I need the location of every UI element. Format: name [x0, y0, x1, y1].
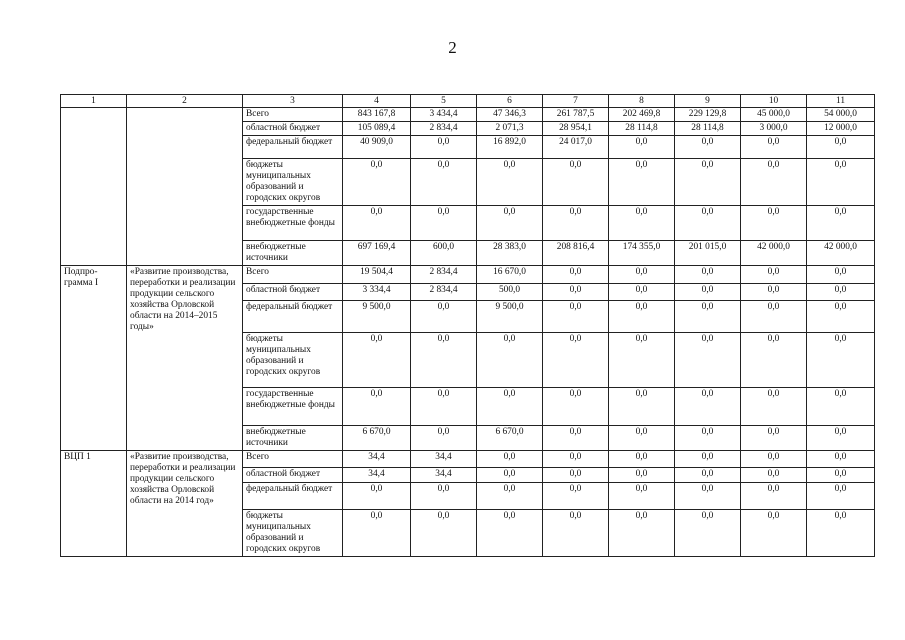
amount-cell: 3 334,4 [343, 284, 411, 301]
amount-cell: 34,4 [411, 451, 477, 468]
amount-cell: 0,0 [411, 426, 477, 451]
amount-cell: 0,0 [477, 388, 543, 426]
funding-source: бюджеты муниципальных образований и городских округов [243, 333, 343, 388]
amount-cell: 0,0 [675, 333, 741, 388]
amount-cell: 0,0 [411, 159, 477, 206]
funding-source: Всего [243, 108, 343, 122]
funding-source: бюджеты муниципальных образований и городских округов [243, 510, 343, 557]
amount-cell: 0,0 [543, 483, 609, 510]
header-row [61, 95, 875, 108]
amount-cell: 0,0 [609, 388, 675, 426]
amount-cell: 0,0 [543, 451, 609, 468]
funding-source: областной бюджет [243, 284, 343, 301]
amount-cell: 0,0 [741, 266, 807, 284]
amount-cell: 19 504,4 [343, 266, 411, 284]
amount-cell: 28 383,0 [477, 241, 543, 266]
amount-cell: 24 017,0 [543, 136, 609, 159]
amount-cell: 0,0 [609, 426, 675, 451]
amount-cell: 0,0 [343, 510, 411, 557]
page-number: 2 [448, 38, 457, 57]
amount-cell: 0,0 [609, 301, 675, 333]
amount-cell: 0,0 [343, 388, 411, 426]
amount-cell: 0,0 [675, 426, 741, 451]
amount-cell: 6 670,0 [477, 426, 543, 451]
amount-cell: 0,0 [543, 301, 609, 333]
funding-source: Всего [243, 266, 343, 284]
amount-cell: 0,0 [411, 388, 477, 426]
funding-source: федеральный бюджет [243, 136, 343, 159]
amount-cell: 0,0 [741, 206, 807, 241]
amount-cell: 0,0 [411, 510, 477, 557]
amount-cell: 0,0 [609, 266, 675, 284]
amount-cell: 0,0 [477, 159, 543, 206]
amount-cell: 0,0 [807, 510, 875, 557]
funding-source: бюджеты муниципальных образований и городских округов [243, 159, 343, 206]
column-number-9: 9 [675, 95, 741, 108]
amount-cell: 843 167,8 [343, 108, 411, 122]
amount-cell: 0,0 [477, 468, 543, 483]
column-number-11: 11 [807, 95, 875, 108]
amount-cell: 0,0 [807, 284, 875, 301]
table-row [61, 266, 875, 284]
amount-cell: 174 355,0 [609, 241, 675, 266]
funding-table [60, 94, 875, 557]
amount-cell: 2 834,4 [411, 122, 477, 136]
amount-cell: 0,0 [807, 301, 875, 333]
amount-cell: 0,0 [675, 284, 741, 301]
program-title: «Развитие производства, переработки и реализации продукции сельского хозяйства Орловской области на 2014–2015 годы» [127, 266, 243, 451]
amount-cell: 0,0 [477, 483, 543, 510]
funding-source: федеральный бюджет [243, 301, 343, 333]
amount-cell: 697 169,4 [343, 241, 411, 266]
column-number-1: 1 [61, 95, 127, 108]
amount-cell: 34,4 [343, 468, 411, 483]
amount-cell: 0,0 [543, 468, 609, 483]
funding-source: внебюджетные источники [243, 241, 343, 266]
program-code [61, 108, 127, 266]
amount-cell: 0,0 [543, 333, 609, 388]
amount-cell: 0,0 [807, 426, 875, 451]
amount-cell: 0,0 [609, 136, 675, 159]
amount-cell: 0,0 [543, 206, 609, 241]
amount-cell: 0,0 [343, 206, 411, 241]
program-title: «Развитие производства, переработки и реализации продукции сельского хозяйства Орловской области на 2014 год» [127, 451, 243, 557]
amount-cell: 34,4 [343, 451, 411, 468]
column-number-5: 5 [411, 95, 477, 108]
amount-cell: 0,0 [807, 333, 875, 388]
amount-cell: 0,0 [807, 451, 875, 468]
amount-cell: 0,0 [807, 136, 875, 159]
amount-cell: 0,0 [411, 301, 477, 333]
amount-cell: 0,0 [675, 266, 741, 284]
amount-cell: 45 000,0 [741, 108, 807, 122]
amount-cell: 0,0 [477, 510, 543, 557]
amount-cell: 0,0 [675, 468, 741, 483]
amount-cell: 12 000,0 [807, 122, 875, 136]
program-title [127, 108, 243, 266]
amount-cell: 0,0 [411, 136, 477, 159]
amount-cell: 0,0 [741, 159, 807, 206]
funding-source: государственные внебюджетные фонды [243, 206, 343, 241]
amount-cell: 0,0 [609, 284, 675, 301]
amount-cell: 0,0 [741, 451, 807, 468]
column-number-8: 8 [609, 95, 675, 108]
amount-cell: 500,0 [477, 284, 543, 301]
amount-cell: 0,0 [411, 206, 477, 241]
amount-cell: 0,0 [609, 333, 675, 388]
amount-cell: 0,0 [807, 266, 875, 284]
amount-cell: 40 909,0 [343, 136, 411, 159]
amount-cell: 0,0 [411, 333, 477, 388]
amount-cell: 0,0 [609, 159, 675, 206]
amount-cell: 0,0 [411, 483, 477, 510]
amount-cell: 2 834,4 [411, 284, 477, 301]
amount-cell: 9 500,0 [343, 301, 411, 333]
amount-cell: 0,0 [477, 451, 543, 468]
amount-cell: 0,0 [741, 333, 807, 388]
amount-cell: 0,0 [807, 468, 875, 483]
amount-cell: 16 670,0 [477, 266, 543, 284]
amount-cell: 0,0 [675, 483, 741, 510]
amount-cell: 6 670,0 [343, 426, 411, 451]
amount-cell: 0,0 [543, 510, 609, 557]
amount-cell: 3 434,4 [411, 108, 477, 122]
funding-source: внебюджетные источники [243, 426, 343, 451]
amount-cell: 600,0 [411, 241, 477, 266]
column-number-6: 6 [477, 95, 543, 108]
amount-cell: 0,0 [675, 159, 741, 206]
amount-cell: 0,0 [477, 333, 543, 388]
column-number-7: 7 [543, 95, 609, 108]
amount-cell: 0,0 [343, 159, 411, 206]
amount-cell: 47 346,3 [477, 108, 543, 122]
amount-cell: 42 000,0 [741, 241, 807, 266]
amount-cell: 28 114,8 [675, 122, 741, 136]
funding-source: областной бюджет [243, 122, 343, 136]
amount-cell: 0,0 [741, 284, 807, 301]
amount-cell: 0,0 [609, 510, 675, 557]
column-number-3: 3 [243, 95, 343, 108]
amount-cell: 0,0 [741, 301, 807, 333]
amount-cell: 0,0 [609, 483, 675, 510]
table-row [61, 108, 875, 122]
amount-cell: 54 000,0 [807, 108, 875, 122]
amount-cell: 0,0 [543, 388, 609, 426]
amount-cell: 0,0 [343, 483, 411, 510]
amount-cell: 201 015,0 [675, 241, 741, 266]
amount-cell: 0,0 [675, 510, 741, 557]
column-number-4: 4 [343, 95, 411, 108]
amount-cell: 0,0 [343, 333, 411, 388]
amount-cell: 0,0 [807, 159, 875, 206]
amount-cell: 0,0 [741, 483, 807, 510]
amount-cell: 9 500,0 [477, 301, 543, 333]
table-row [61, 451, 875, 468]
amount-cell: 28 954,1 [543, 122, 609, 136]
amount-cell: 0,0 [609, 451, 675, 468]
amount-cell: 0,0 [675, 206, 741, 241]
amount-cell: 105 089,4 [343, 122, 411, 136]
amount-cell: 3 000,0 [741, 122, 807, 136]
amount-cell: 0,0 [807, 206, 875, 241]
amount-cell: 0,0 [477, 206, 543, 241]
amount-cell: 34,4 [411, 468, 477, 483]
amount-cell: 0,0 [807, 388, 875, 426]
funding-source: федеральный бюджет [243, 483, 343, 510]
amount-cell: 0,0 [675, 388, 741, 426]
funding-source: областной бюджет [243, 468, 343, 483]
column-number-2: 2 [127, 95, 243, 108]
column-number-10: 10 [741, 95, 807, 108]
funding-source: государственные внебюджетные фонды [243, 388, 343, 426]
amount-cell: 16 892,0 [477, 136, 543, 159]
amount-cell: 42 000,0 [807, 241, 875, 266]
amount-cell: 0,0 [543, 266, 609, 284]
amount-cell: 0,0 [609, 206, 675, 241]
amount-cell: 2 834,4 [411, 266, 477, 284]
amount-cell: 28 114,8 [609, 122, 675, 136]
funding-source: Всего [243, 451, 343, 468]
amount-cell: 208 816,4 [543, 241, 609, 266]
amount-cell: 0,0 [675, 451, 741, 468]
amount-cell: 0,0 [675, 301, 741, 333]
program-code: Подпро-грамма I [61, 266, 127, 451]
amount-cell: 229 129,8 [675, 108, 741, 122]
amount-cell: 0,0 [741, 136, 807, 159]
amount-cell: 0,0 [543, 284, 609, 301]
amount-cell: 0,0 [675, 136, 741, 159]
amount-cell: 261 787,5 [543, 108, 609, 122]
amount-cell: 0,0 [807, 483, 875, 510]
amount-cell: 0,0 [741, 426, 807, 451]
program-code: ВЦП 1 [61, 451, 127, 557]
amount-cell: 0,0 [741, 468, 807, 483]
amount-cell: 0,0 [543, 426, 609, 451]
amount-cell: 202 469,8 [609, 108, 675, 122]
amount-cell: 0,0 [741, 510, 807, 557]
amount-cell: 0,0 [543, 159, 609, 206]
amount-cell: 2 071,3 [477, 122, 543, 136]
amount-cell: 0,0 [741, 388, 807, 426]
amount-cell: 0,0 [609, 468, 675, 483]
